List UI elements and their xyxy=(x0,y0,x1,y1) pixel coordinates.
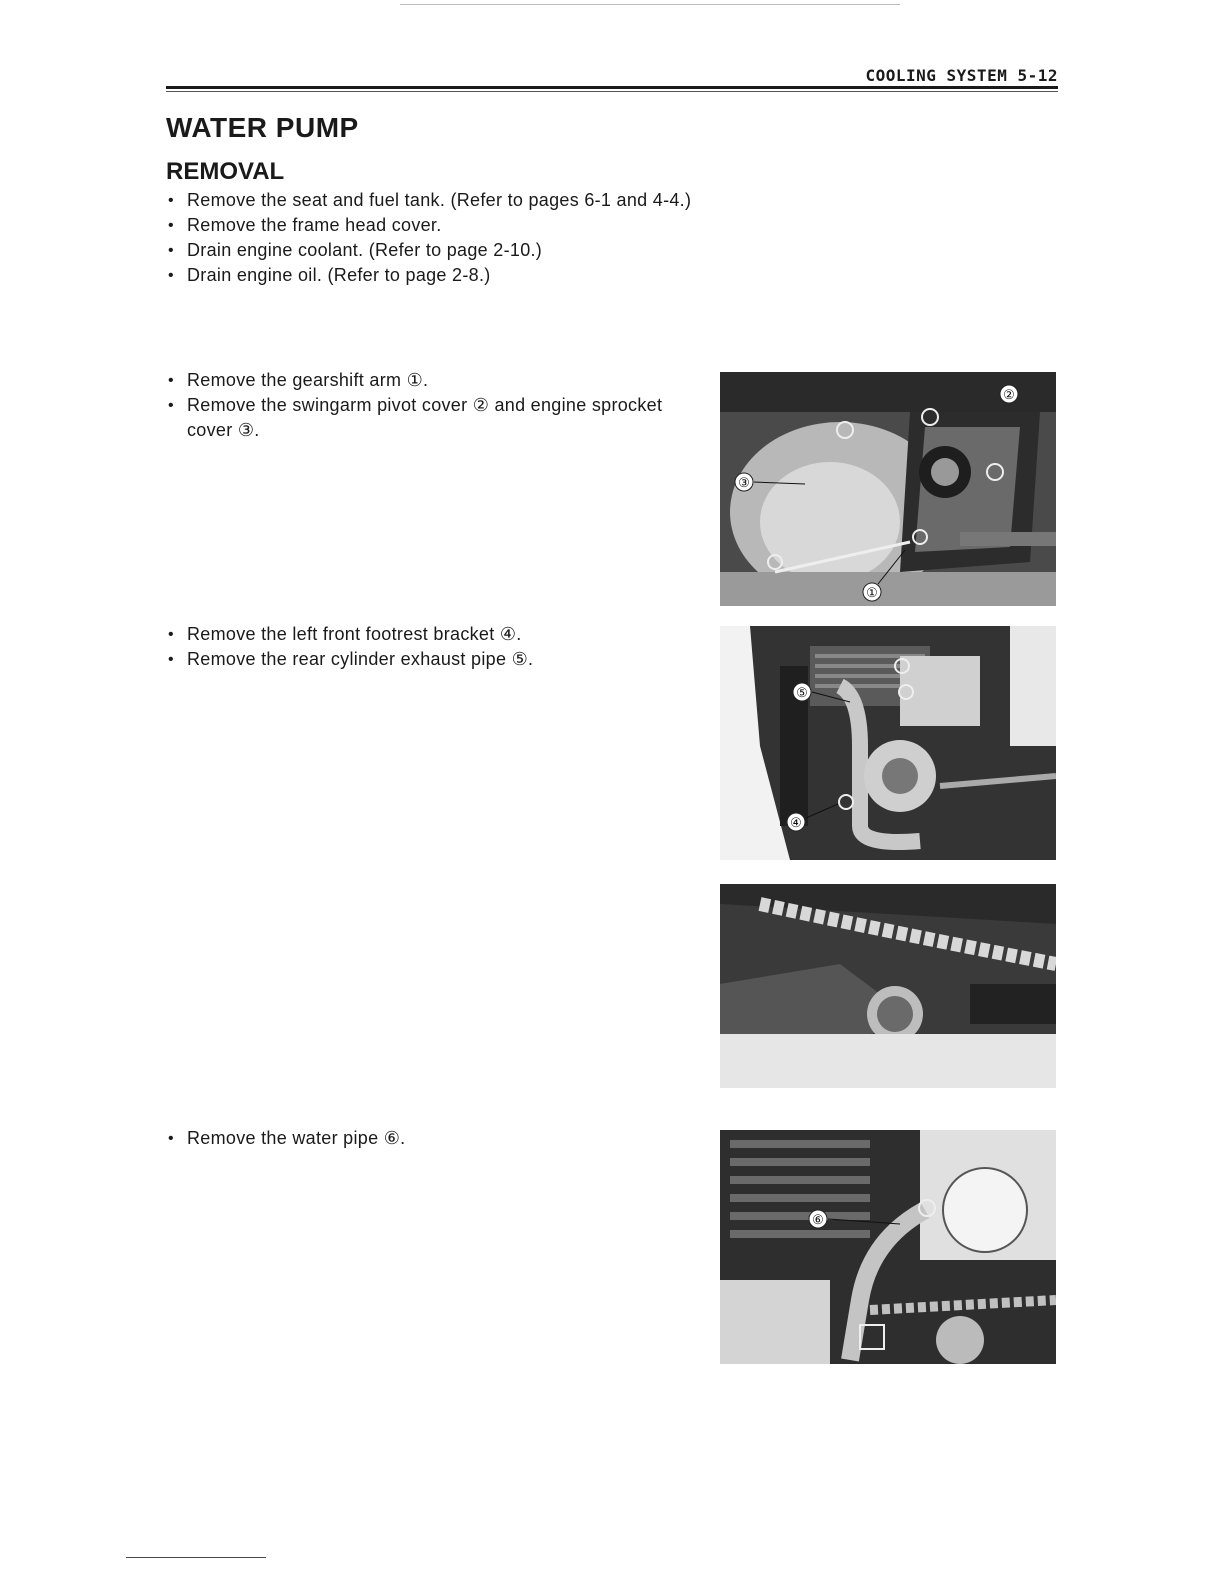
step-item: • Drain engine coolant. (Refer to page 2-10.) xyxy=(166,238,696,263)
steps-list-water-pipe xyxy=(166,1126,696,1151)
subsection-title: REMOVAL xyxy=(166,158,285,185)
running-head: COOLING SYSTEM 5-12 xyxy=(865,66,1058,85)
steps-list-covers xyxy=(166,368,696,443)
footer-line xyxy=(126,1557,266,1558)
scan-artifact-line xyxy=(400,4,900,5)
step-item: • Remove the left front footrest bracket ④. xyxy=(166,622,696,647)
header-rule-thin xyxy=(166,91,1058,92)
photo-callout: ④ xyxy=(790,815,802,830)
steps-list-prep xyxy=(166,188,696,288)
step-item: • Remove the seat and fuel tank. (Refer to pages 6-1 and 4-4.) xyxy=(166,188,696,213)
photo-chain-area xyxy=(720,884,1056,1088)
photo-callout: ⑤ xyxy=(796,685,808,700)
photo-water-pipe xyxy=(720,1130,1056,1364)
step-item: • Remove the swingarm pivot cover ② and engine sprocket cover ③. xyxy=(166,393,696,443)
step-item: • Remove the rear cylinder exhaust pipe ⑤. xyxy=(166,647,696,672)
step-item: • Drain engine oil. (Refer to page 2-8.) xyxy=(166,263,696,288)
step-item: • Remove the frame head cover. xyxy=(166,213,696,238)
photo-callout: ⑥ xyxy=(812,1212,824,1227)
header-rule xyxy=(166,86,1058,89)
step-item: • Remove the gearshift arm ①. xyxy=(166,368,696,393)
photo-callout: ② xyxy=(1003,387,1015,402)
photo-sprocket-cover xyxy=(720,372,1056,606)
section-title: WATER PUMP xyxy=(166,112,359,143)
step-item: • Remove the water pipe ⑥. xyxy=(166,1126,696,1151)
photo-callout: ③ xyxy=(738,475,750,490)
steps-list-exhaust xyxy=(166,622,696,672)
photo-callout: ① xyxy=(866,585,878,600)
photo-exhaust-footrest xyxy=(720,626,1056,860)
